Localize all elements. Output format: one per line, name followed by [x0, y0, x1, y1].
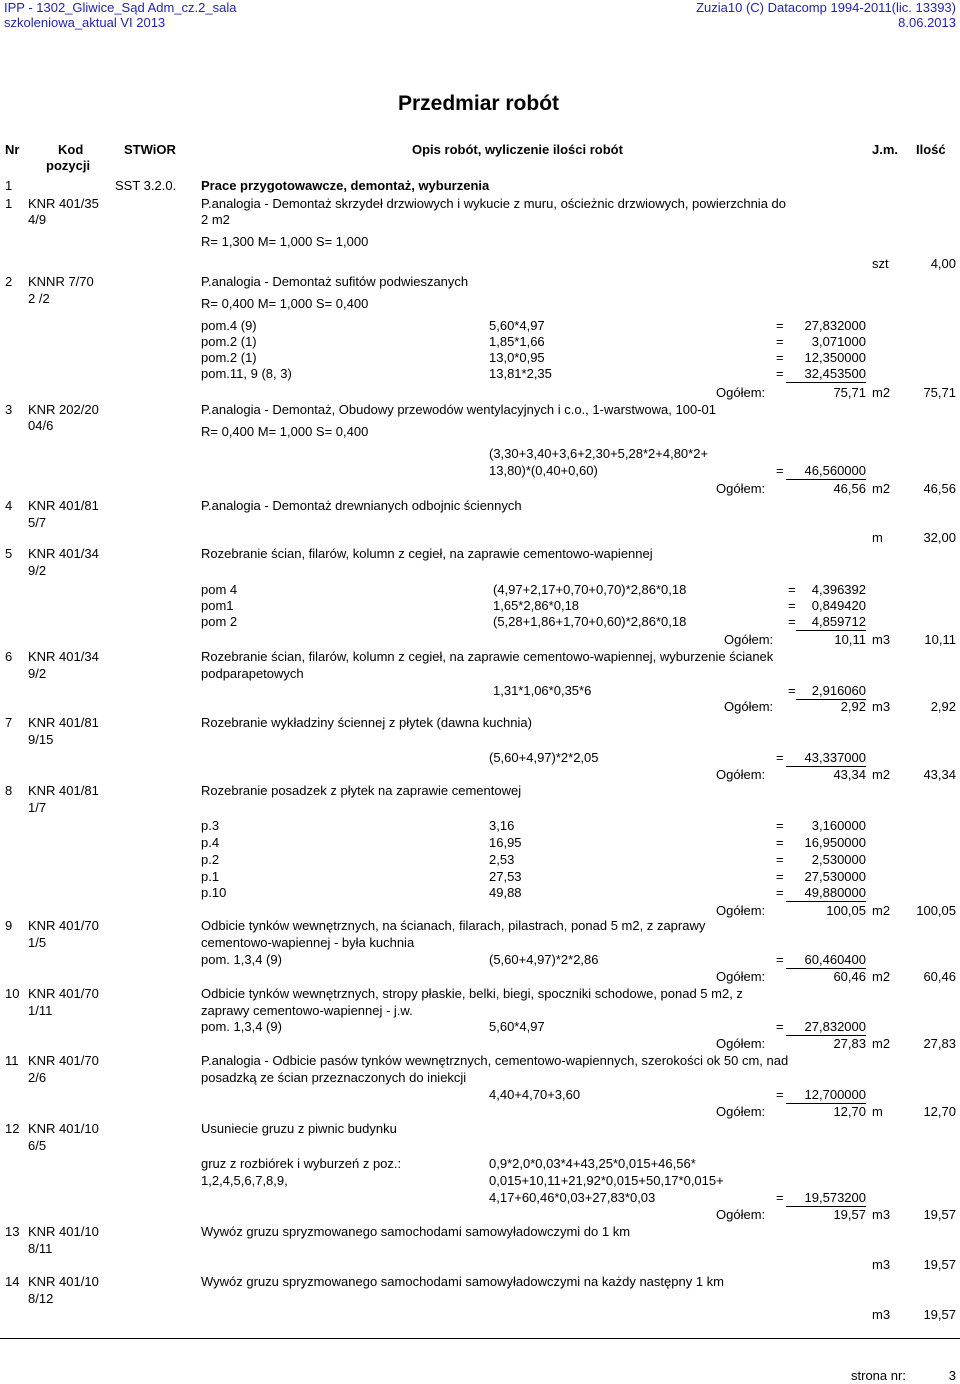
total-label: Ogółem:: [724, 699, 774, 714]
equals-sign: =: [776, 1087, 784, 1102]
position-nr: 9: [5, 918, 13, 933]
sum-underline: [786, 382, 866, 383]
total-label: Ogółem:: [716, 481, 766, 496]
unit: m: [872, 1104, 883, 1119]
equals-sign: =: [776, 852, 784, 867]
position-kod-2: 6/5: [28, 1138, 47, 1153]
calc-label: pom 2: [201, 614, 238, 629]
calc-label: pom.2 (1): [201, 350, 257, 365]
equals-sign: =: [776, 885, 784, 900]
calc-value: 19,573200: [804, 1190, 866, 1205]
total-label: Ogółem:: [716, 903, 766, 918]
position-nr: 8: [5, 783, 13, 798]
unit: m2: [872, 385, 891, 400]
position-nr: 10: [5, 986, 20, 1001]
position-nr: 14: [5, 1274, 20, 1289]
total-label: Ogółem:: [716, 1036, 766, 1051]
total-value: 2,92: [840, 699, 866, 714]
equals-sign: =: [776, 1190, 784, 1205]
calc-formula: 1,31*1,06*0,35*6: [493, 683, 592, 698]
equals-sign: =: [788, 614, 796, 629]
calc-formula: 27,53: [489, 869, 522, 884]
total-label: Ogółem:: [716, 767, 766, 782]
equals-sign: =: [788, 582, 796, 597]
calc-formula: 49,88: [489, 885, 522, 900]
calc-formula: 3,16: [489, 818, 515, 833]
unit: m: [872, 530, 883, 545]
col-stwior: STWiOR: [124, 142, 176, 157]
calc-value: 46,560000: [804, 463, 866, 478]
unit: m2: [872, 1036, 891, 1051]
quantity: 46,56: [923, 481, 956, 496]
total-value: 19,57: [833, 1207, 866, 1222]
quantity: 60,46: [923, 969, 956, 984]
equals-sign: =: [776, 350, 784, 365]
equals-sign: =: [788, 683, 796, 698]
position-kod-2: 9/15: [28, 732, 54, 747]
total-value: 10,11: [834, 632, 866, 647]
rms-coefficients: R= 1,300 M= 1,000 S= 1,000: [201, 234, 369, 249]
unit: m2: [872, 767, 891, 782]
position-nr: 6: [5, 649, 13, 664]
calc-formula: (5,28+1,86+1,70+0,60)*2,86*0,18: [493, 614, 687, 629]
calc-label: gruz z rozbiórek i wyburzeń z poz.:: [201, 1156, 402, 1171]
calc-value: 32,453500: [804, 366, 866, 381]
position-kod-2: 1/7: [28, 800, 47, 815]
equals-sign: =: [776, 750, 784, 765]
position-description: Rozebranie posadzek z płytek na zaprawie cementowej: [201, 783, 522, 798]
total-value: 100,05: [826, 903, 866, 918]
col-nr: Nr: [5, 142, 20, 157]
position-kod-2: 2 /2: [28, 291, 50, 306]
total-label: Ogółem:: [716, 1104, 766, 1119]
total-value: 43,34: [833, 767, 866, 782]
quantity: 19,57: [923, 1307, 956, 1322]
calc-formula: 13,0*0,95: [489, 350, 545, 365]
rms-coefficients: R= 0,400 M= 1,000 S= 0,400: [201, 424, 369, 439]
unit: szt: [872, 256, 889, 271]
unit: m2: [872, 903, 891, 918]
calc-formula: 5,60*4,97: [489, 1019, 545, 1034]
position-kod-2: 04/6: [28, 418, 54, 433]
calc-label: pom. 1,3,4 (9): [201, 952, 282, 967]
position-kod-2: 1/5: [28, 935, 47, 950]
calc-value: 16,950000: [804, 835, 866, 850]
quantity: 43,34: [923, 767, 956, 782]
position-kod: KNR 401/70: [28, 986, 99, 1001]
quantity: 4,00: [930, 256, 956, 271]
unit: m3: [872, 699, 891, 714]
position-description-2: cementowo-wapiennej - była kuchnia: [201, 935, 415, 950]
quantity: 10,11: [924, 632, 956, 647]
quantity: 75,71: [923, 385, 956, 400]
calc-label: pom.11, 9 (8, 3): [201, 366, 292, 381]
position-kod: KNR 401/10: [28, 1224, 99, 1239]
unit: m3: [872, 1307, 891, 1322]
unit: m3: [872, 632, 891, 647]
equals-sign: =: [776, 463, 784, 478]
header-software: Zuzia10 (C) Datacomp 1994-2011(lic. 13393): [696, 0, 956, 15]
calc-label: pom.2 (1): [201, 334, 257, 349]
position-nr: 12: [5, 1121, 20, 1136]
calc-value: 60,460400: [804, 952, 866, 967]
total-value: 60,46: [833, 969, 866, 984]
calc-formula: 0,9*2,0*0,03*4+43,25*0,015+46,56*: [489, 1156, 696, 1171]
section-title: Prace przygotowawcze, demontaż, wyburzenia: [201, 178, 490, 193]
footer-page-label: strona nr:: [851, 1368, 906, 1383]
calc-label: pom1: [201, 598, 234, 613]
position-kod-2: 4/9: [28, 212, 47, 227]
position-kod: KNR 401/81: [28, 715, 99, 730]
position-kod: KNR 401/81: [28, 783, 99, 798]
footer-divider: [0, 1338, 960, 1339]
position-description-2: 2 m2: [201, 212, 230, 227]
calc-value: 27,832000: [804, 1019, 866, 1034]
position-nr: 5: [5, 546, 13, 561]
total-label: Ogółem:: [724, 632, 774, 647]
position-kod-2: 8/12: [28, 1291, 54, 1306]
sum-underline: [796, 630, 866, 631]
position-nr: 2: [5, 274, 13, 289]
position-kod-2: 2/6: [28, 1070, 47, 1085]
position-description: Odbicie tynków wewnętrznych, na ścianach, filarach, pilastrach, ponad 5 m2, z zaprawy: [201, 918, 706, 933]
position-description: Odbicie tynków wewnętrznych, stropy płaskie, belki, biegi, spoczniki schodowe, ponad 5 m2, z: [201, 986, 743, 1001]
position-description: Rozebranie ścian, filarów, kolumn z cegieł, na zaprawie cementowo-wapiennej: [201, 546, 653, 561]
position-kod: KNR 401/70: [28, 1053, 99, 1068]
quantity: 19,57: [923, 1257, 956, 1272]
calc-label: pom 4: [201, 582, 238, 597]
equals-sign: =: [776, 835, 784, 850]
calc-value: 2,916060: [811, 683, 866, 698]
position-kod-2: 5/7: [28, 515, 47, 530]
quantity: 12,70: [923, 1104, 956, 1119]
equals-sign: =: [776, 1019, 784, 1034]
unit: m3: [872, 1207, 891, 1222]
unit: m3: [872, 1257, 891, 1272]
position-description: P.analogia - Demontaż sufitów podwieszanych: [201, 274, 469, 289]
quantity: 2,92: [930, 699, 956, 714]
total-label: Ogółem:: [716, 969, 766, 984]
calc-label: p.10: [201, 885, 227, 900]
calc-formula: 13,81*2,35: [489, 366, 552, 381]
position-kod: KNR 401/10: [28, 1121, 99, 1136]
position-description-2: podparapetowych: [201, 666, 304, 681]
unit: m2: [872, 481, 891, 496]
position-nr: 13: [5, 1224, 20, 1239]
calc-formula: 2,53: [489, 852, 515, 867]
col-opis: Opis robót, wyliczenie ilości robót: [412, 142, 623, 157]
unit: m2: [872, 969, 891, 984]
total-value: 46,56: [833, 481, 866, 496]
total-value: 75,71: [833, 385, 866, 400]
calc-value: 43,337000: [804, 750, 866, 765]
calc-value: 0,849420: [811, 598, 866, 613]
position-kod: KNR 401/34: [28, 546, 99, 561]
col-jm: J.m.: [872, 142, 899, 157]
position-description: P.analogia - Demontaż, Obudowy przewodów wentylacyjnych i c.o., 1-warstwowa, 100-01: [201, 402, 716, 417]
position-kod: KNR 401/10: [28, 1274, 99, 1289]
total-label: Ogółem:: [716, 1207, 766, 1222]
position-nr: 4: [5, 498, 13, 513]
calc-formula: (3,30+3,40+3,6+2,30+5,28*2+4,80*2+: [489, 446, 709, 461]
equals-sign: =: [776, 952, 784, 967]
calc-value: 2,530000: [811, 852, 866, 867]
total-value: 27,83: [833, 1036, 866, 1051]
total-label: Ogółem:: [716, 385, 766, 400]
calc-label-2: 1,2,4,5,6,7,8,9,: [201, 1173, 288, 1188]
position-kod-2: 8/11: [28, 1241, 53, 1256]
calc-value: 3,071000: [811, 334, 866, 349]
page-title: Przedmiar robót: [398, 92, 560, 115]
position-description: P.analogia - Demontaż drewnianych odbojnic ściennych: [201, 498, 522, 513]
position-description: Usuniecie gruzu z piwnic budynku: [201, 1121, 397, 1136]
position-description: Rozebranie wykładziny ściennej z płytek (dawna kuchnia): [201, 715, 532, 730]
position-kod: KNR 401/70: [28, 918, 99, 933]
quantity: 32,00: [923, 530, 956, 545]
calc-value: 4,396392: [811, 582, 866, 597]
calc-label: pom. 1,3,4 (9): [201, 1019, 282, 1034]
footer-page-number: 3: [948, 1368, 956, 1383]
calc-formula: 1,85*1,66: [489, 334, 545, 349]
position-kod: KNNR 7/70: [28, 274, 94, 289]
calc-value: 4,859712: [811, 614, 866, 629]
calc-value: 49,880000: [804, 885, 866, 900]
position-nr: 1: [5, 196, 13, 211]
header-date: 8.06.2013: [898, 15, 956, 30]
quantity: 100,05: [916, 903, 956, 918]
calc-formula: (4,97+2,17+0,70+0,70)*2,86*0,18: [493, 582, 687, 597]
equals-sign: =: [776, 869, 784, 884]
calc-label: p.2: [201, 852, 220, 867]
position-description: Wywóz gruzu spryzmowanego samochodami samowyładowczymi na każdy następny 1 km: [201, 1274, 724, 1289]
calc-label: p.1: [201, 869, 220, 884]
quantity: 19,57: [923, 1207, 956, 1222]
sum-underline: [786, 901, 866, 902]
position-nr: 11: [5, 1053, 19, 1068]
equals-sign: =: [788, 598, 796, 613]
position-kod-2: 9/2: [28, 666, 47, 681]
position-kod: KNR 401/81: [28, 498, 99, 513]
position-kod: KNR 202/20: [28, 402, 99, 417]
calc-value: 27,832000: [804, 318, 866, 333]
position-description: P.analogia - Demontaż skrzydeł drzwiowych i wykucie z muru, ościeżnic drzwiowych, powierzchnia do: [201, 196, 786, 211]
header-project: IPP - 1302_Gliwice_Sąd Adm_cz.2_sala: [4, 0, 237, 15]
calc-value: 12,700000: [804, 1087, 866, 1102]
calc-formula: 16,95: [489, 835, 522, 850]
equals-sign: =: [776, 334, 784, 349]
sum-underline: [786, 479, 866, 480]
col-ilosc: Ilość: [916, 142, 946, 157]
position-description: P.analogia - Odbicie pasów tynków wewnętrznych, cementowo-wapiennych, szerokości ok 50 cm, nad: [201, 1053, 789, 1068]
calc-formula-2: 0,015+10,11+21,92*0,015+50,17*0,015+: [489, 1173, 724, 1188]
position-description-2: zaprawy cementowo-wapiennej - j.w.: [201, 1003, 413, 1018]
header-project-2: szkoleniowa_aktual VI 2013: [4, 15, 166, 30]
calc-formula-3: 4,17+60,46*0,03+27,83*0,03: [489, 1190, 656, 1205]
position-kod: KNR 401/34: [28, 649, 99, 664]
calc-label: pom.4 (9): [201, 318, 257, 333]
calc-formula: 4,40+4,70+3,60: [489, 1087, 581, 1102]
calc-label: p.4: [201, 835, 220, 850]
position-description: Wywóz gruzu spryzmowanego samochodami samowyładowczymi do 1 km: [201, 1224, 631, 1239]
calc-label: p.3: [201, 818, 220, 833]
position-description: Rozebranie ścian, filarów, kolumn z cegieł, na zaprawie cementowo-wapiennej, wyburzenie ścianek: [201, 649, 774, 664]
equals-sign: =: [776, 318, 784, 333]
calc-formula: 13,80)*(0,40+0,60): [489, 463, 598, 478]
position-nr: 7: [5, 715, 13, 730]
total-value: 12,70: [833, 1104, 866, 1119]
position-nr: 3: [5, 402, 13, 417]
position-description-2: posadzką ze ścian przeznaczonych do iniekcji: [201, 1070, 467, 1085]
col-kod-2: pozycji: [46, 158, 91, 173]
col-kod: Kod: [58, 142, 84, 157]
section-stwior: SST 3.2.0.: [115, 178, 177, 193]
calc-formula: (5,60+4,97)*2*2,86: [489, 952, 599, 967]
calc-formula: 5,60*4,97: [489, 318, 545, 333]
section-nr: 1: [5, 178, 13, 193]
position-kod-2: 1/11: [28, 1003, 53, 1018]
calc-formula: (5,60+4,97)*2*2,05: [489, 750, 599, 765]
calc-formula: 1,65*2,86*0,18: [493, 598, 580, 613]
calc-value: 27,530000: [804, 869, 866, 884]
quantity: 27,83: [923, 1036, 956, 1051]
equals-sign: =: [776, 818, 784, 833]
calc-value: 3,160000: [811, 818, 866, 833]
equals-sign: =: [776, 366, 784, 381]
calc-value: 12,350000: [804, 350, 866, 365]
position-kod: KNR 401/35: [28, 196, 99, 211]
rms-coefficients: R= 0,400 M= 1,000 S= 0,400: [201, 296, 369, 311]
position-kod-2: 9/2: [28, 563, 47, 578]
